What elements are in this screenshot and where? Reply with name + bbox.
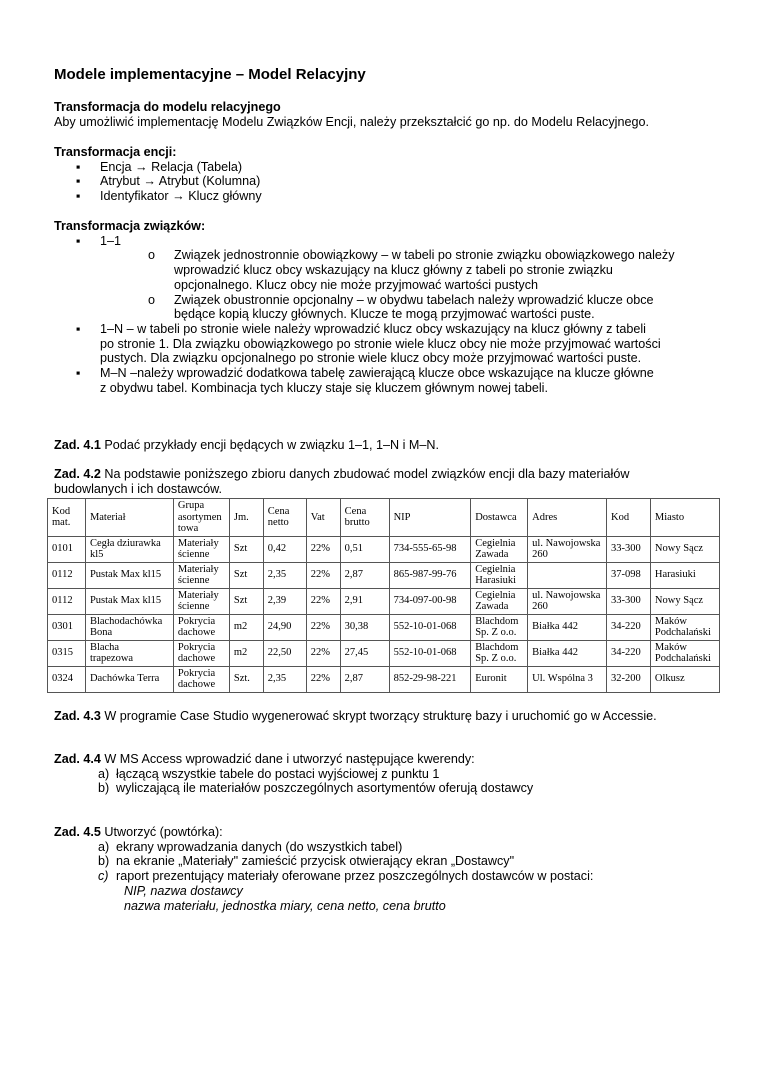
list-item: [54, 840, 724, 855]
task-text: Na podstawie poniższego zbioru danych zbudować model związków encji dla bazy materiałów: [100, 467, 630, 481]
cell-text: 22,50: [267, 647, 292, 659]
table-cell: [173, 562, 229, 588]
table-cell: [389, 640, 471, 666]
cell-text: Materiały: [177, 589, 219, 601]
cell-text: 552-10-01-068: [393, 621, 457, 633]
entities-heading: Transformacja encji:: [54, 145, 177, 159]
table-cell: [607, 499, 651, 537]
cell-text: dachowe: [177, 653, 216, 664]
cell-text: Cegielnia: [475, 563, 516, 575]
intro-heading: Transformacja do modelu relacyjnego: [54, 100, 281, 114]
cell-text: 852-29-98-221: [393, 673, 457, 685]
table-cell: [306, 562, 340, 588]
table-cell: [340, 536, 389, 562]
table-cell: [306, 588, 340, 614]
cell-text: Zawada: [475, 601, 509, 612]
cell-text: 32-200: [611, 673, 641, 685]
cell-text: Cegła dziurawka: [89, 537, 161, 549]
bullet-icon: ▪: [76, 189, 81, 204]
cell-text: Miasto: [654, 511, 685, 523]
cell-text: towa: [177, 523, 199, 534]
cell-text: 30,38: [344, 621, 369, 633]
table-cell: [229, 614, 263, 640]
cell-text: ścienne: [177, 549, 210, 560]
cell-text: 27,45: [344, 647, 369, 659]
table-row: [48, 666, 720, 692]
table-cell: [48, 562, 86, 588]
materials-table: [47, 498, 720, 693]
one-one-label: 1–1: [100, 233, 122, 248]
task-4-5: [54, 825, 724, 913]
cell-text: Pokrycia: [177, 667, 216, 679]
cell-text: ul. Nawojowska: [532, 589, 601, 601]
cell-text: 37-098: [611, 569, 641, 581]
table-cell: [229, 640, 263, 666]
table-cell: [528, 614, 607, 640]
cell-text: Szt: [233, 569, 248, 581]
text-line: po stronie 1. Dla związku obowiązkowego po stronie wiele klucz obcy nie może przyjmować wartości: [100, 336, 661, 351]
table-cell: [263, 640, 306, 666]
cell-text: 22%: [310, 595, 330, 607]
table-cell: [528, 499, 607, 537]
table-cell: [471, 536, 528, 562]
table-cell: [229, 588, 263, 614]
task-4-3: [54, 709, 724, 724]
bullet-icon: ▪: [76, 233, 81, 248]
task-text: W programie Case Studio wygenerować skrypt tworzący strukturę bazy i uruchomić go w Accessie.: [100, 709, 657, 723]
table-cell: [85, 666, 173, 692]
cell-text: 0301: [52, 621, 73, 633]
table-cell: [528, 640, 607, 666]
cell-text: ścienne: [177, 601, 210, 612]
table-cell: [389, 588, 471, 614]
circle-bullet-icon: o: [148, 292, 156, 307]
table-cell: [173, 640, 229, 666]
table-cell: [306, 536, 340, 562]
table-cell: [607, 536, 651, 562]
table-row: [48, 562, 720, 588]
table-cell: [528, 588, 607, 614]
cell-text: Nowy Sącz: [654, 595, 704, 607]
table-cell: [263, 499, 306, 537]
relations-section: [54, 219, 724, 395]
cell-text: Harasiuki: [475, 575, 517, 586]
cell-text: 734-555-65-98: [393, 543, 457, 555]
list-item-text: Atrybut → Atrybut (Kolumna): [100, 174, 261, 189]
cell-text: 34-220: [611, 621, 641, 633]
page-title: Modele implementacyjne – Model Relacyjny: [54, 66, 366, 83]
text-line: pustych. Dla związku opcjonalnego po stronie wiele klucz obcy może przyjmować wartości puste.: [100, 351, 642, 366]
bullet-icon: ▪: [76, 159, 81, 174]
cell-text: 0324: [52, 673, 73, 685]
table-cell: [471, 614, 528, 640]
cell-text: Blachdom: [475, 641, 519, 653]
cell-text: Cena: [344, 505, 367, 517]
list-marker: b): [98, 854, 110, 869]
table-cell: [306, 614, 340, 640]
cell-text: Pokrycia: [177, 615, 216, 627]
list-item-text: Identyfikator → Klucz główny: [100, 189, 262, 204]
cell-text: 22%: [310, 569, 330, 581]
list-item: [54, 869, 724, 884]
list-item-text: na ekranie „Materiały" zamieścić przycisk otwierający ekran „Dostawcy": [116, 854, 515, 869]
table-cell: [340, 666, 389, 692]
cell-text: Sp. Z o.o.: [475, 627, 517, 638]
cell-text: Kod: [611, 511, 630, 523]
cell-text: 22%: [310, 647, 330, 659]
table-cell: [306, 640, 340, 666]
task-text: W MS Access wprowadzić dane i utworzyć następujące kwerendy:: [100, 752, 475, 766]
table-cell: [173, 499, 229, 537]
cell-text: Jm.: [233, 511, 249, 523]
cell-text: 865-987-99-76: [393, 569, 457, 581]
cell-text: ścienne: [177, 575, 210, 586]
list-item-text: wyliczającą ile materiałów poszczególnych asortymentów oferują dostawcy: [116, 781, 534, 796]
cell-text: asortymen: [177, 511, 222, 523]
cell-text: 33-300: [611, 595, 641, 607]
cell-text: 260: [532, 549, 548, 560]
table-cell: [229, 536, 263, 562]
table-cell: [650, 614, 719, 640]
table-cell: [528, 562, 607, 588]
table-cell: [173, 666, 229, 692]
relations-heading: Transformacja związków:: [54, 219, 206, 233]
cell-text: 0,51: [344, 543, 364, 555]
cell-text: 2,91: [344, 595, 364, 607]
cell-text: dachowe: [177, 627, 216, 638]
cell-text: ul. Nawojowska: [532, 537, 601, 549]
task-label: Zad. 4.3: [54, 709, 101, 723]
cell-text: 0,42: [267, 543, 287, 555]
cell-text: Vat: [310, 511, 325, 523]
cell-text: Cegielnia: [475, 589, 516, 601]
table-cell: [528, 666, 607, 692]
task-text: budowlanych i ich dostawców.: [54, 481, 223, 496]
task-text: Utworzyć (powtórka):: [100, 825, 223, 839]
cell-text: Olkusz: [654, 673, 685, 685]
table-cell: [306, 666, 340, 692]
list-item: [54, 767, 724, 782]
cell-text: Maków: [654, 615, 688, 627]
bullet-icon: ▪: [76, 174, 81, 189]
text-line: opcjonalnego. Klucz obcy nie może przyjmować wartości pustych: [174, 277, 538, 292]
cell-text: netto: [267, 517, 289, 529]
circle-bullet-icon: o: [148, 248, 156, 263]
list-item: [54, 174, 724, 189]
cell-text: 2,87: [344, 673, 364, 685]
cell-text: 2,39: [267, 595, 287, 607]
table-cell: [85, 499, 173, 537]
cell-text: brutto: [344, 517, 370, 529]
cell-text: dachowe: [177, 679, 216, 690]
cell-text: Euronit: [475, 673, 507, 685]
intro-text: Aby umożliwić implementację Modelu Związków Encji, należy przekształcić go np. do Modelu Relacyjnego.: [54, 114, 649, 129]
task-label: Zad. 4.5: [54, 825, 101, 839]
cell-text: Podchalański: [654, 653, 711, 664]
task-label: Zad. 4.2: [54, 467, 101, 481]
list-item: [54, 189, 724, 204]
cell-text: Pokrycia: [177, 641, 216, 653]
list-item-text: raport prezentujący materiały oferowane przez poszczególnych dostawców w postaci:: [116, 869, 594, 884]
cell-text: Białka 442: [532, 621, 578, 633]
table-cell: [471, 640, 528, 666]
table-cell: [607, 588, 651, 614]
table-row: [48, 588, 720, 614]
table-cell: [263, 562, 306, 588]
cell-text: Blachdom: [475, 615, 519, 627]
table-cell: [650, 666, 719, 692]
table-row: [48, 640, 720, 666]
report-line-2: nazwa materiału, jednostka miary, cena netto, cena brutto: [124, 898, 446, 913]
cell-text: Kod: [52, 505, 71, 517]
entities-section: [54, 145, 724, 204]
table-cell: [471, 666, 528, 692]
text-line: M–N –należy wprowadzić dodatkowa tabelę zawierającą klucze obce wskazujące na klucze główne: [100, 366, 654, 381]
task-4-1: [54, 438, 724, 453]
table-cell: [48, 640, 86, 666]
cell-text: NIP: [393, 511, 411, 523]
bullet-icon: ▪: [76, 366, 81, 381]
cell-text: trapezowa: [89, 653, 134, 664]
cell-text: Podchalański: [654, 627, 711, 638]
table-cell: [607, 666, 651, 692]
table-cell: [173, 614, 229, 640]
table-cell: [650, 640, 719, 666]
cell-text: Sp. Z o.o.: [475, 653, 517, 664]
table-row: [48, 536, 720, 562]
table-cell: [263, 666, 306, 692]
cell-text: kl5: [89, 549, 104, 560]
table-cell: [48, 536, 86, 562]
cell-text: Harasiuki: [654, 569, 696, 581]
cell-text: Dostawca: [475, 511, 517, 523]
cell-text: 22%: [310, 621, 330, 633]
cell-text: Szt.: [233, 673, 250, 685]
table-cell: [229, 666, 263, 692]
cell-text: Nowy Sącz: [654, 543, 704, 555]
cell-text: 22%: [310, 543, 330, 555]
cell-text: 552-10-01-068: [393, 647, 457, 659]
table-cell: [471, 499, 528, 537]
cell-text: 2,35: [267, 673, 287, 685]
cell-text: Bona: [89, 627, 113, 638]
table-cell: [306, 499, 340, 537]
cell-text: mat.: [52, 517, 71, 529]
cell-text: 734-097-00-98: [393, 595, 457, 607]
table-cell: [85, 536, 173, 562]
table-cell: [389, 562, 471, 588]
text-line: Związek obustronnie opcjonalny – w obydwu tabelach należy wprowadzić klucze obce: [174, 292, 654, 307]
cell-text: Szt: [233, 595, 248, 607]
list-item-text: łączącą wszystkie tabele do postaci wyjściowej z punktu 1: [116, 766, 440, 781]
cell-text: Blachodachówka: [89, 615, 163, 627]
table-cell: [263, 536, 306, 562]
cell-text: 2,35: [267, 569, 287, 581]
table-cell: [607, 562, 651, 588]
task-4-2: [54, 467, 724, 496]
table-cell: [48, 614, 86, 640]
report-line-1: NIP, nazwa dostawcy: [124, 883, 243, 898]
cell-text: Cegielnia: [475, 537, 516, 549]
cell-text: 33-300: [611, 543, 641, 555]
list-marker: c): [98, 869, 109, 884]
cell-text: m2: [233, 647, 248, 659]
task-4-4: [54, 752, 724, 796]
table-cell: [607, 614, 651, 640]
cell-text: Materiał: [89, 511, 126, 523]
table-cell: [389, 614, 471, 640]
cell-text: 24,90: [267, 621, 292, 633]
task-label: Zad. 4.4: [54, 752, 101, 766]
table-header-row: [48, 499, 720, 537]
list-item: [54, 160, 724, 175]
table-cell: [650, 499, 719, 537]
cell-text: 34-220: [611, 647, 641, 659]
table-cell: [528, 536, 607, 562]
cell-text: Szt: [233, 543, 248, 555]
cell-text: Pustak Max kl15: [89, 569, 162, 581]
table-cell: [650, 562, 719, 588]
list-marker: b): [98, 781, 110, 796]
table-cell: [389, 666, 471, 692]
table-cell: [340, 499, 389, 537]
table-cell: [48, 588, 86, 614]
cell-text: Białka 442: [532, 647, 578, 659]
table-cell: [389, 499, 471, 537]
table-cell: [48, 666, 86, 692]
cell-text: Materiały: [177, 537, 219, 549]
table-cell: [229, 499, 263, 537]
task-text: Podać przykłady encji będących w związku 1–1, 1–N i M–N.: [100, 438, 439, 452]
list-item: [54, 854, 724, 869]
table-cell: [263, 588, 306, 614]
table-cell: [263, 614, 306, 640]
text-line: Związek jednostronnie obowiązkowy – w tabeli po stronie związku obowiązkowego należy: [174, 248, 675, 263]
cell-text: Grupa: [177, 500, 205, 511]
table-cell: [229, 562, 263, 588]
intro-section: [54, 100, 724, 129]
table-cell: [607, 640, 651, 666]
cell-text: m2: [233, 621, 248, 633]
cell-text: Maków: [654, 641, 688, 653]
list-item-text: ekrany wprowadzania danych (do wszystkich tabel): [116, 839, 403, 854]
table-cell: [650, 588, 719, 614]
cell-text: 0101: [52, 543, 73, 555]
cell-text: 22%: [310, 673, 330, 685]
task-label: Zad. 4.1: [54, 438, 101, 452]
cell-text: 0112: [52, 595, 73, 607]
cell-text: 0315: [52, 647, 73, 659]
list-item-text: Encja → Relacja (Tabela): [100, 159, 243, 174]
cell-text: 2,87: [344, 569, 364, 581]
cell-text: 260: [532, 601, 548, 612]
table-cell: [173, 588, 229, 614]
table-cell: [340, 588, 389, 614]
list-marker: a): [98, 766, 110, 781]
table-cell: [85, 588, 173, 614]
text-line: wprowadzić klucz obcy wskazujący na klucz główny z tabeli po stronie związku: [174, 263, 613, 278]
cell-text: Dachówka Terra: [89, 673, 160, 685]
cell-text: Cena: [267, 505, 290, 517]
list-item: [54, 781, 724, 796]
table-cell: [48, 499, 86, 537]
bullet-icon: ▪: [76, 321, 81, 336]
table-cell: [389, 536, 471, 562]
table-cell: [471, 562, 528, 588]
table-cell: [173, 536, 229, 562]
text-line: 1–N – w tabeli po stronie wiele należy wprowadzić klucz obcy wskazujący na klucz główny z tabeli: [100, 321, 646, 336]
cell-text: Materiały: [177, 563, 219, 575]
sub-list-item: [54, 293, 724, 322]
table-row: [48, 614, 720, 640]
table-cell: [340, 562, 389, 588]
list-marker: a): [98, 839, 110, 854]
table-cell: [650, 536, 719, 562]
sub-list-item: [54, 248, 724, 292]
cell-text: 0112: [52, 569, 73, 581]
table-cell: [85, 562, 173, 588]
table-cell: [85, 614, 173, 640]
text-line: z obydwu tabel. Kombinacja tych kluczy staje się kluczem głównym nowej tabeli.: [100, 380, 548, 395]
table-cell: [340, 614, 389, 640]
cell-text: Zawada: [475, 549, 509, 560]
cell-text: Adres: [532, 511, 558, 523]
cell-text: Pustak Max kl15: [89, 595, 162, 607]
table-cell: [85, 640, 173, 666]
table-cell: [340, 640, 389, 666]
table-cell: [471, 588, 528, 614]
cell-text: Blacha: [89, 641, 120, 653]
text-line: będące kopią kluczy głównych. Klucze te mogą przyjmować wartości puste.: [174, 307, 595, 322]
cell-text: Ul. Wspólna 3: [532, 673, 593, 685]
